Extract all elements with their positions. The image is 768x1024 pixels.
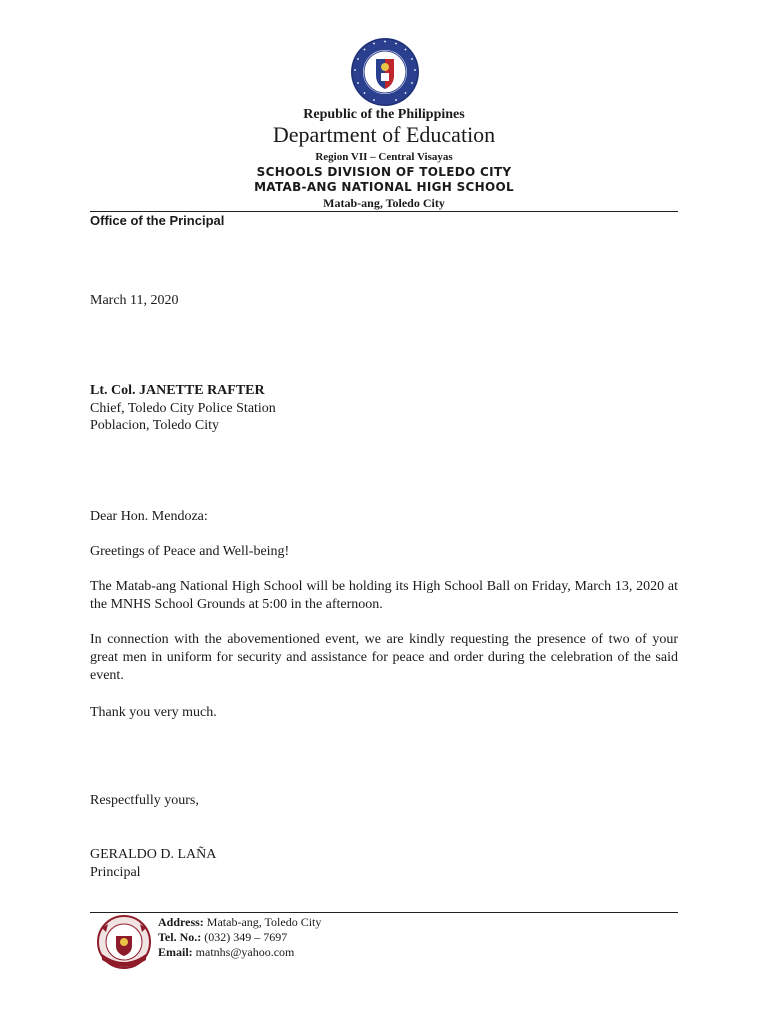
signatory-name: GERALDO D. LAÑA (90, 847, 217, 862)
school-heading: MATAB-ANG NATIONAL HIGH SCHOOL (254, 180, 514, 194)
footer-email-label: Email: (158, 945, 193, 959)
department-heading: Department of Education (272, 122, 496, 147)
thanks-line: Thank you very much. (90, 705, 217, 720)
body-paragraph: In connection with the abovementioned event, we are kindly requesting the presence of two of your great men in uniform for security and assistance for peace and order during the celebration of the said event. (90, 632, 678, 683)
recipient-title: Chief, Toledo City Police Station (90, 401, 276, 416)
office-label: Office of the Principal (90, 213, 225, 228)
republic-heading: Republic of the Philippines (303, 107, 465, 122)
deped-seal-icon (350, 37, 420, 107)
header-divider (90, 211, 678, 212)
closing-line: Respectfully yours, (90, 793, 199, 808)
mnhs-seal-icon (96, 914, 152, 970)
footer-address-value: Matab-ang, Toledo City (206, 915, 322, 929)
footer-divider (90, 912, 678, 913)
region-heading: Region VII – Central Visayas (315, 151, 453, 163)
footer-email-value[interactable]: matnhs@yahoo.com (195, 945, 295, 959)
signatory-title: Principal (90, 865, 141, 880)
body-paragraph: The Matab-ang National High School will be holding its High School Ball on Friday, March 13, 2020 at the MNHS School Grounds at 5:00 in the afternoon. (90, 579, 678, 612)
footer-tel-value: (032) 349 – 7697 (204, 930, 288, 944)
footer-tel-label: Tel. No.: (158, 930, 202, 944)
footer-address-label: Address: (158, 915, 204, 929)
school-address: Matab-ang, Toledo City (323, 196, 445, 210)
footer-address (158, 915, 321, 930)
recipient-name: Lt. Col. JANETTE RAFTER (90, 383, 265, 398)
division-heading: SCHOOLS DIVISION OF TOLEDO CITY (256, 165, 512, 179)
recipient-address: Poblacion, Toledo City (90, 418, 220, 433)
salutation: Dear Hon. Mendoza: (90, 509, 208, 524)
footer-email (158, 945, 294, 960)
greeting: Greetings of Peace and Well-being! (90, 544, 290, 559)
letter-date: March 11, 2020 (90, 293, 179, 308)
footer-tel (158, 930, 287, 945)
